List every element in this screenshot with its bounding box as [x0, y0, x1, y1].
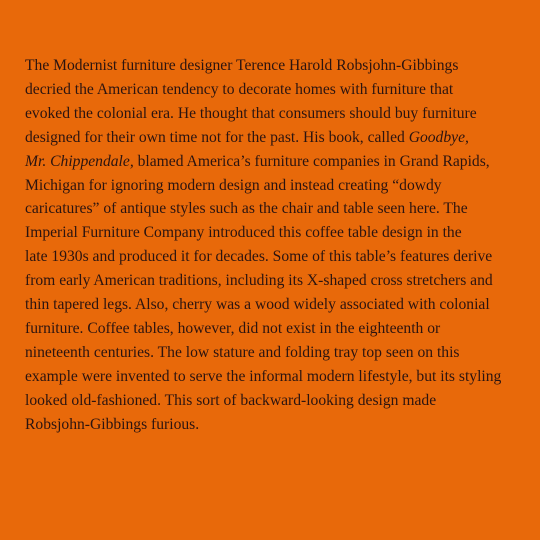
- body-text: nineteenth centuries. The low stature and folding tray top seen on this: [25, 343, 460, 361]
- body-text: Imperial Furniture Company introduced this coffee table design in the: [25, 224, 462, 242]
- body-text: The Modernist furniture designer Terence Harold Robsjohn-Gibbings: [25, 57, 459, 74]
- body-text: from early American traditions, including its X-shaped cross stretchers and: [25, 272, 493, 290]
- text-line: [25, 126, 537, 150]
- text-line: [25, 365, 537, 389]
- body-text: evoked the colonial era. He thought that consumers should buy furniture: [25, 104, 477, 122]
- body-text: Michigan for ignoring modern design and instead creating “dowdy: [25, 176, 442, 194]
- text-line: [25, 174, 537, 198]
- text-line: [25, 341, 537, 365]
- body-text: decried the American tendency to decorate homes with furniture that: [25, 80, 454, 98]
- text-line: [25, 317, 537, 341]
- body-text: caricatures” of antique styles such as the chair and table seen here. The: [25, 200, 468, 218]
- text-line: [25, 197, 537, 221]
- body-text: Robsjohn-Gibbings furious.: [25, 415, 200, 433]
- text-line: [25, 54, 537, 78]
- body-text: blamed America’s furniture companies in Grand Rapids,: [133, 152, 490, 170]
- text-line: [25, 389, 537, 413]
- text-line: [25, 269, 537, 293]
- text-line: [25, 102, 537, 126]
- text-line: [25, 293, 537, 317]
- text-line: [25, 413, 537, 437]
- body-text: designed for their own time not for the past. His book, called: [25, 128, 409, 146]
- body-text: furniture. Coffee tables, however, did not exist in the eighteenth or: [25, 319, 441, 337]
- book-title-text: Mr. Chippendale,: [25, 152, 134, 170]
- label-paragraph: [25, 54, 537, 437]
- body-text: late 1930s and produced it for decades. Some of this table’s features derive: [25, 248, 493, 266]
- text-line: [25, 150, 537, 174]
- body-text: looked old-fashioned. This sort of backward-looking design made: [25, 391, 437, 409]
- text-line: [25, 221, 537, 245]
- body-text: thin tapered legs. Also, cherry was a wood widely associated with colonial: [25, 296, 490, 314]
- text-line: [25, 78, 537, 102]
- book-title-text: Goodbye,: [408, 128, 469, 146]
- body-text: example were invented to serve the informal modern lifestyle, but its styling: [25, 367, 502, 385]
- text-line: [25, 245, 537, 269]
